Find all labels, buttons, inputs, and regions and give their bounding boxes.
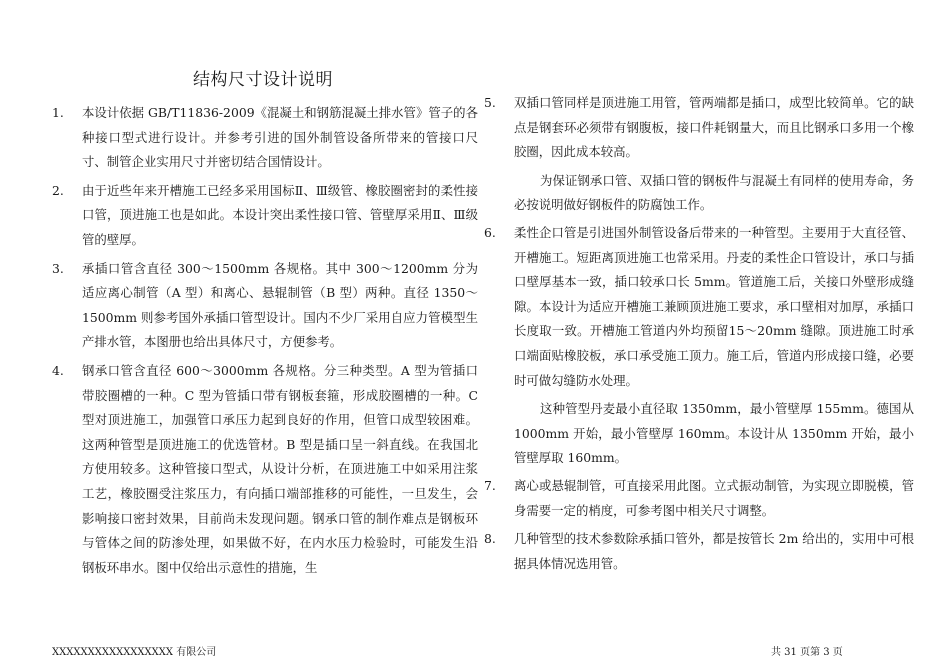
list-item xyxy=(52,257,478,355)
list-item xyxy=(484,527,914,576)
list-item xyxy=(52,359,478,580)
list-item xyxy=(484,474,914,523)
item-text: 几种管型的技术参数除承插口管外，都是按管长 2m 给出的，实用中可根据具体情况选用管。 xyxy=(514,531,914,571)
item-text: 离心或悬辊制管，可直接采用此图。立式振动制管，为实现立即脱模，管身需要一定的梢度，可参考图中相关尺寸调整。 xyxy=(514,477,914,518)
item-number: 6. xyxy=(484,224,496,240)
item-text: 钢承口管含直径 600～3000mm 各规格。分三种类型。A 型为管插口带胶圈槽的一种。C 型为管插口带有钢板套箍，形成胶圈槽的一种。C 型对顶进施工，加强管口承压力起到良好的作用，但管口成型较困难。这两种管型是顶进施工的优选管材。B 型是插口呈一斜直线。在我国北方使用较多。这种管接口型式，从设计分析，在顶进施工中如采用注浆工艺，橡胶圈受注浆压力，有向插口端部推移的可能性，一旦发生，会影响接口密封效果，目前尚未发现问题。钢承口管的制作难点是钢板环与管体之间的防渗处理，如果做不好，在内水压力检验时，可能发生沿钢板环串水。图中仅给出示意性的措施，生 xyxy=(82,362,478,575)
left-column xyxy=(52,101,478,584)
item-text: 本设计依据 GB/T11836-2009《混凝土和钢筋混凝土排水管》管子的各种接口型式进行设计。并参考引进的国外制管设备所带来的管接口尺寸、制管企业实用尺寸并密切结合国情设计。 xyxy=(82,105,478,170)
item-text: 柔性企口管是引进国外制管设备后带来的一种管型。主要用于大直径管、开槽施工。短距离顶进施工也常采用。丹麦的柔性企口管设计，承口与插口壁厚基本一致，插口较承口长 5mm。管道施工后，关接口外壁形成缝隙。本设计为适应开槽施工兼顾顶进施工要求，承口壁相对加厚，承插口长度取一致。开槽施工管道内外均预留15～20mm 缝隙。顶进施工时承口端面贴橡胶板，承口承受施工顶力。施工后，管道内形成接口缝，必要时可做勾缝防水处理。 xyxy=(514,224,914,388)
paragraph: 为保证钢承口管、双插口管的钢板件与混凝土有同样的使用寿命，务必按说明做好钢板件的防腐蚀工作。 xyxy=(514,172,914,213)
item-number: 1. xyxy=(52,105,64,120)
item-text: 由于近些年来开槽施工已经多采用国标Ⅱ、Ⅲ级管、橡胶圈密封的柔性接口管，顶进施工也是如此。本设计突出柔性接口管、管壁厚采用Ⅱ、Ⅲ级管的壁厚。 xyxy=(82,182,478,247)
item-number: 4. xyxy=(52,362,64,378)
footer-page-number: 共 31 页第 3 页 xyxy=(771,647,843,658)
item-number: 7. xyxy=(484,477,496,493)
right-column xyxy=(484,91,914,580)
item-number: 8. xyxy=(484,531,496,547)
list-item xyxy=(484,91,914,165)
item-number: 2. xyxy=(52,182,64,198)
list-item xyxy=(52,101,478,175)
item-text: 双插口管同样是顶进施工用管，管两端都是插口，成型比较简单。它的缺点是钢套环必须带有钢腹板，接口件耗钢量大，而且比钢承口多用一个橡胶圈，因此成本较高。 xyxy=(514,95,914,160)
page-title: 结构尺寸设计说明 xyxy=(193,70,333,90)
item-number: 5. xyxy=(484,95,496,110)
item-number: 3. xyxy=(52,260,64,276)
footer-company: XXXXXXXXXXXXXXXXX 有限公司 xyxy=(52,647,217,658)
list-item xyxy=(52,179,478,253)
item-text: 承插口管含直径 300～1500mm 各规格。其中 300～1200mm 分为适应离心制管（A 型）和离心、悬辊制管（B 型）两种。直径 1350～1500mm 则参考国外承插口管型设计。国内不少厂采用自应力管模型生产排水管，本图册也给出具体尺寸，方便参考。 xyxy=(82,260,478,350)
list-item xyxy=(484,221,914,393)
paragraph: 这种管型丹麦最小直径取 1350mm，最小管壁厚 155mm。德国从1000mm 开始，最小管壁厚 160mm。本设计从 1350mm 开始，最小管壁厚取 160mm。 xyxy=(514,401,914,466)
